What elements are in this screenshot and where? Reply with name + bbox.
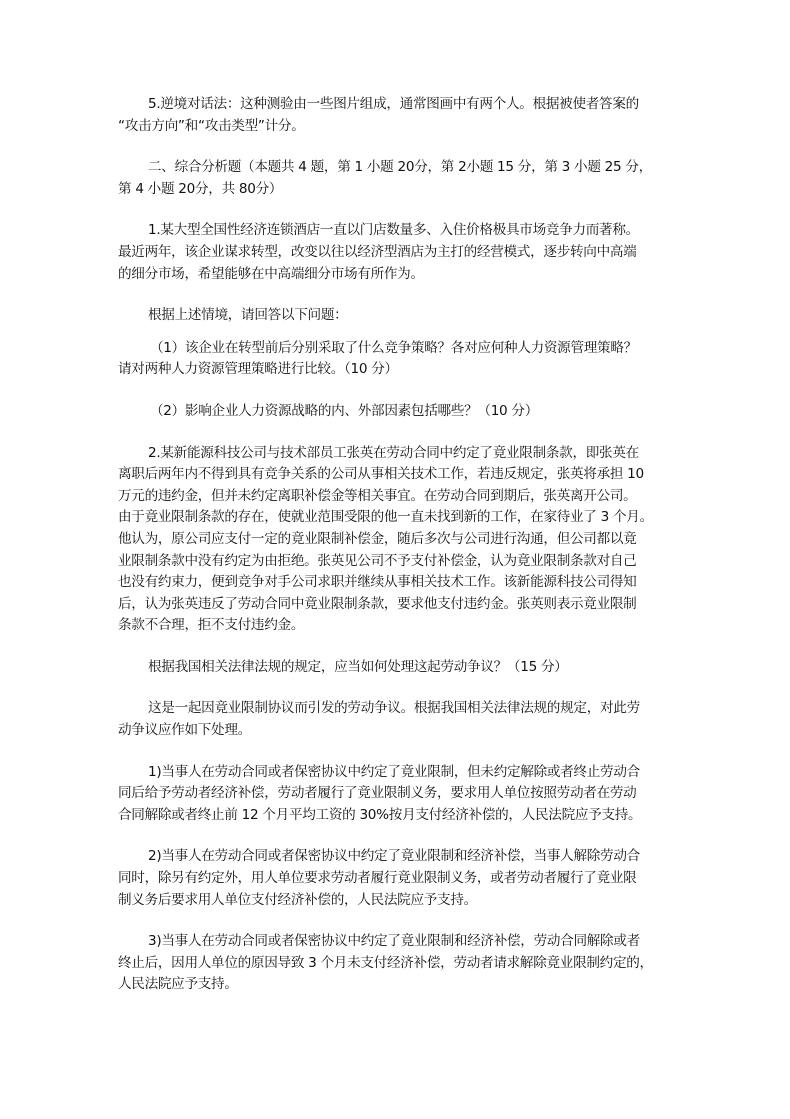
text-line: 同时，除另有约定外，用人单位要求劳动者履行竟业限制义务，或者劳动者履行了竟业限	[118, 870, 637, 887]
answer-point-1	[118, 762, 678, 827]
question-1-sub-1	[118, 338, 678, 381]
text-line: 同后给予劳动者经济补偿，劳动者履行了竟业限制义务，要求用人单位按照劳动者在劳动	[118, 785, 637, 802]
text-line: 第 4 小题 20分，共 80分）	[118, 180, 283, 197]
text-line: 由于竟业限制条款的存在，使就业范围受限的他一直未找到新的工作，在家待业了 3 个月。	[118, 509, 653, 526]
section-2-heading	[118, 157, 678, 200]
text-line: 终止后，因用人单位的原因导致 3 个月未支付经济补偿，劳动者请求解除竟业限制约定的，	[118, 954, 653, 971]
question-2-case	[118, 443, 678, 637]
text-line: 最近两年，该企业谋求转型，改变以往以经济型酒店为主打的经营模式，逐步转向中高端	[118, 243, 637, 260]
question-1-sub-2	[118, 401, 678, 423]
text-line: 条款不合理，拒不支付违约金。	[118, 617, 305, 634]
text-line: 根据我国相关法律法规的规定，应当如何处理这起劳动争议？（15 分）	[148, 658, 568, 675]
text-line: 3)当事人在劳动合同或者保密协议中约定了竟业限制和经济补偿，劳动合同解除或者	[148, 933, 640, 950]
text-line: 动争议应作如下处理。	[118, 722, 251, 739]
text-line: 请对两种人力资源管理策略进行比较。（10 分）	[118, 361, 398, 378]
text-line: 人民法院应予支持。	[118, 976, 238, 993]
text-line: 业限制条款中没有约定为由拒绝。张英见公司不予支付补偿金，认为竟业限制条款对自己	[118, 552, 637, 569]
text-line: 5.逆境对话法：这种测验由一些图片组成，通常图画中有两个人。根据被使者答案的	[148, 96, 639, 112]
text-line: 他认为，原公司应支付一定的竟业限制补偿金，随后多次与公司进行沟通，但公司都以竟	[118, 530, 637, 547]
text-line: 后，认为张英违反了劳动合同中竟业限制条款，要求他支付违约金。张英则表示竟业限制	[118, 595, 637, 612]
document-body	[118, 94, 678, 1016]
text-line: 合同解除或者终止前 12 个月平均工资的 30%按月支付经济补偿的，人民法院应予支持。	[118, 806, 642, 823]
answer-intro	[118, 698, 678, 741]
answer-point-2	[118, 846, 678, 911]
text-line: （2）影响企业人力资源战略的内、外部因素包括哪些？（10 分）	[150, 402, 538, 419]
text-line: 这是一起因竟业限制协议而引发的劳动争议。根据我国相关法律法规的规定，对此劳	[148, 700, 640, 717]
method-5	[118, 94, 678, 137]
question-2-prompt	[118, 657, 678, 679]
text-line: 制义务后要求用人单位支付经济补偿的，人民法院应予支持。	[118, 891, 477, 908]
text-line: 离职后两年内不得到具有竞争关系的公司从事相关技术工作，若违反规定，张英将承担 10	[118, 466, 644, 483]
text-line: 2)当事人在劳动合同或者保密协议中约定了竟业限制和经济补偿，当事人解除劳动合	[148, 848, 640, 865]
question-1-prompt	[118, 305, 678, 327]
text-line: 1)当事人在劳动合同或者保密协议中约定了竟业限制，但未约定解除或者终止劳动合	[148, 763, 640, 780]
answer-point-3	[118, 931, 678, 996]
text-line: 2.某新能源科技公司与技术部员工张英在劳动合同中约定了竟业限制条款，即张英在	[148, 444, 639, 461]
text-line: 1.某大型全国性经济连锁酒店一直以门店数量多、入住价格极具市场竞争力而著称。	[148, 222, 639, 239]
text-line: 也没有约束力，便到竞争对手公司求职并继续从事相关技术工作。该新能源科技公司得知	[118, 574, 637, 591]
question-1-case	[118, 220, 678, 285]
text-line: 万元的违约金，但并未约定离职补偿金等相关事宜。在劳动合同到期后，张英离开公司。	[118, 487, 637, 504]
text-line: 的细分市场，希望能够在中高端细分市场有所作为。	[118, 265, 424, 282]
text-line: “攻击方向”和“攻击类型”计分。	[118, 117, 305, 134]
text-line: 根据上述情境，请回答以下问题：	[148, 307, 348, 324]
text-line: 二、综合分析题（本题共 4 题，第 1 小题 20分，第 2小题 15 分，第 3 小题 25 分，	[148, 159, 652, 176]
text-line: （1）该企业在转型前后分别采取了什么竞争策略？各对应何种人力资源管理策略？	[150, 339, 637, 356]
